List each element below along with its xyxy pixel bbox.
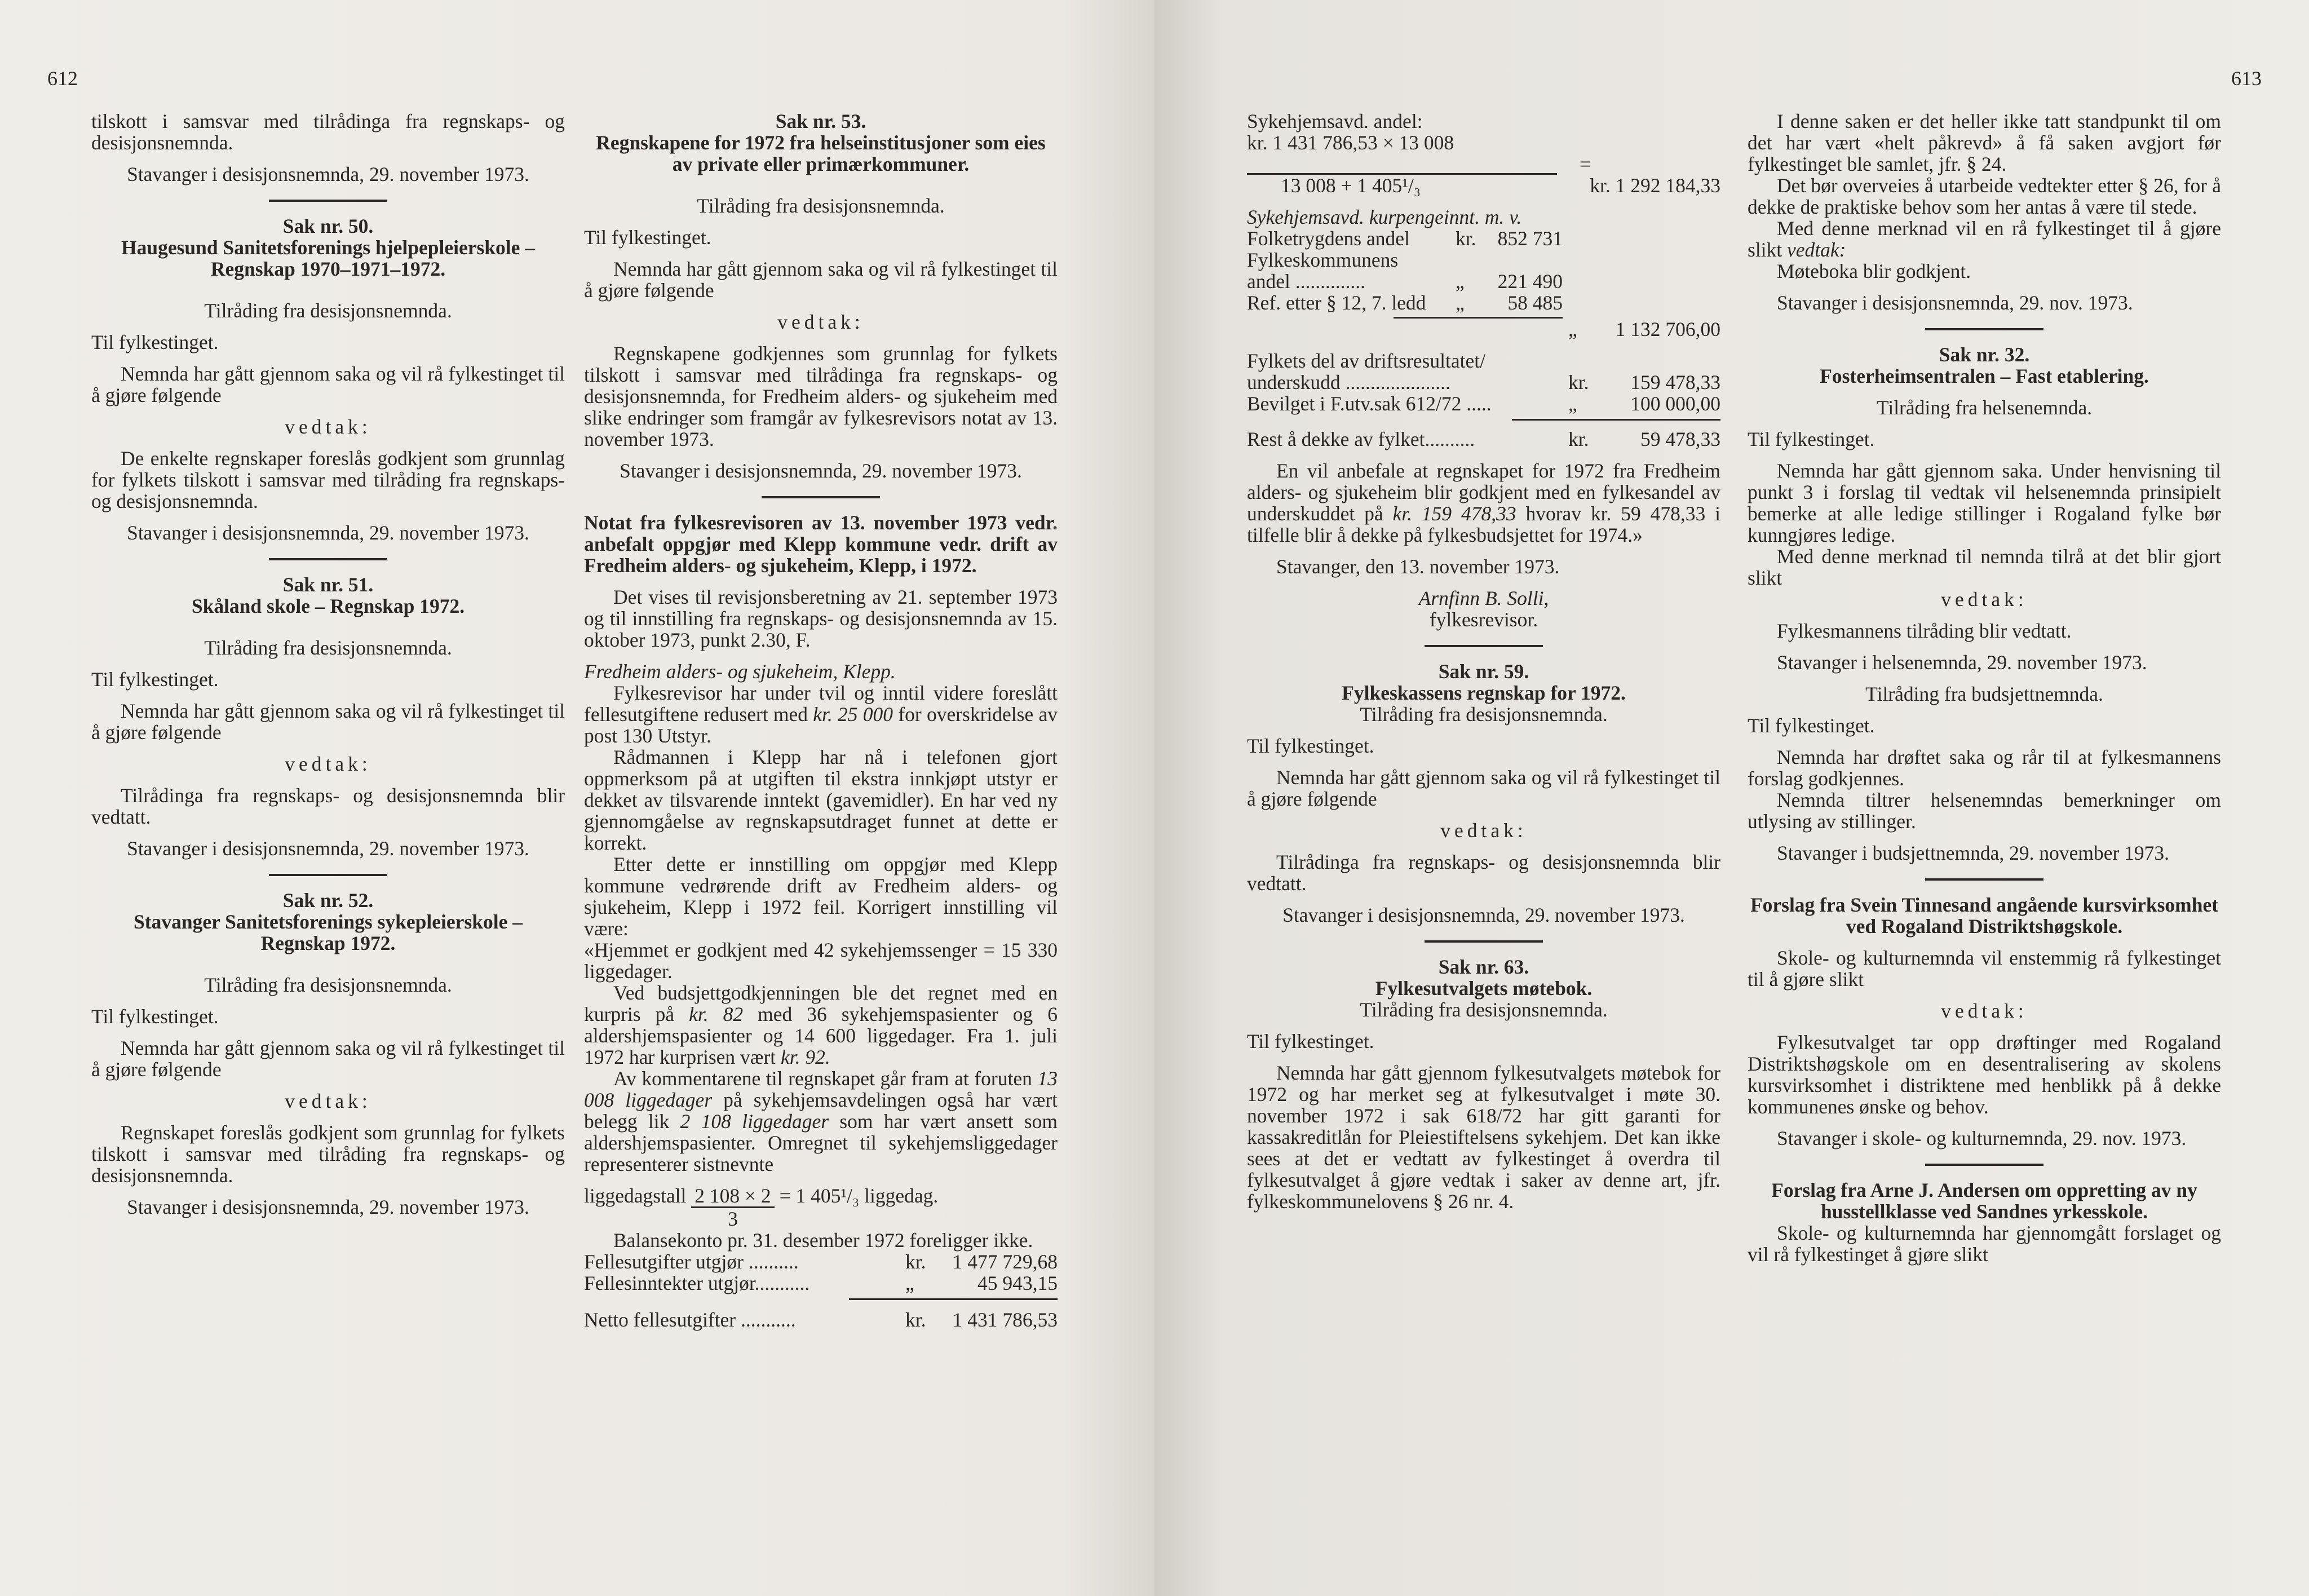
- decision-label: vedtak:: [1941, 588, 2028, 611]
- decision-text: Regnskapet foreslås godkjent som grunnlag for fylkets tilskott i samsvar med tilråding fra regnskaps- og desisjonsnemnda.: [91, 1121, 565, 1187]
- case-heading: Sak nr. 59.: [1438, 660, 1529, 683]
- divider: [269, 558, 387, 560]
- calc-fraction-bar: =: [1247, 153, 1720, 175]
- account-row: Ref. etter § 12, 7. ledd „ 58 485: [1247, 291, 1563, 314]
- memo-title: Notat fra fylkesrevisoren av 13. november 1973 vedr. anbefalt oppgjør med Klepp kommune vedr. drift av Fredheim alders- og sjukeheim, Klepp, i 1972.: [584, 511, 1058, 577]
- decision-label: vedtak:: [285, 1090, 371, 1112]
- decision-text: Fylkesutvalget tar opp drøftinger med Rogaland Distriktshøgskole om en desentralisering av skolens kursvirksomhet i distriktene med henblikk på å dekke kommunenes ønske og behov.: [1748, 1031, 2221, 1118]
- paragraph: Skole- og kulturnemnda har gjennomgått forslaget og vil rå fylkestinget å gjøre slikt: [1748, 1222, 2221, 1266]
- place-date: Stavanger, den 13. november 1973.: [1276, 555, 1560, 578]
- account-row: Bevilget i F.utv.sak 612/72 ..... „ 100 000,00: [1247, 392, 1720, 415]
- sum-line: [849, 1298, 1058, 1300]
- decision-label: vedtak:: [1440, 819, 1527, 842]
- calc-result: 13 008 + 1 405¹/₃ kr. 1 292 184,33: [1281, 174, 1720, 197]
- case-heading: Sak nr. 50.: [282, 215, 374, 237]
- case-heading: Sak nr. 63.: [1438, 956, 1529, 978]
- place-date: Stavanger i desisjonsnemnda, 29. november 1973.: [127, 1196, 529, 1218]
- paragraph: Ved budsjettgodkjenningen ble det regnet med en kurpris på kr. 82 med 36 sykehjemspasienter og 6 aldershjemspasienter og 14 600 liggedager. Fra 1. juli 1972 har kurprisen vært kr. 92.: [584, 982, 1058, 1068]
- right-column-2: [1748, 110, 2221, 1265]
- place-date: Stavanger i desisjonsnemnda, 29. november 1973.: [127, 163, 529, 185]
- fraction: $\frac{2 108 \times 2}{3}$: [691, 1185, 774, 1230]
- account-row: andel .............. „ 221 490: [1247, 270, 1563, 293]
- decision-label: vedtak:: [285, 753, 371, 775]
- decision-text: Møteboka blir godkjent.: [1777, 260, 1971, 282]
- recommendation-label: Tilråding fra desisjonsnemnda.: [697, 194, 945, 217]
- signature-title: fylkesrevisor.: [1429, 608, 1538, 631]
- case-title: Regnskapene for 1972 fra helseinstitusjoner som eies av private eller primærkommuner.: [596, 131, 1046, 175]
- case-title: Stavanger Sanitetsforenings sykepleierskole – Regnskap 1972.: [134, 910, 523, 954]
- paragraph: Skole- og kulturnemnda vil enstemmig rå fylkestinget til å gjøre slikt: [1748, 947, 2221, 991]
- divider: [269, 200, 387, 202]
- place-date: Stavanger i desisjonsnemnda, 29. november 1973.: [1282, 904, 1685, 926]
- divider: [1925, 328, 2043, 330]
- place-date: Stavanger i budsjettnemnda, 29. november 1973.: [1777, 842, 2170, 864]
- paragraph: Nemnda har gått gjennom fylkesutvalgets møtebok for 1972 og har merket seg at fylkesutvalget i møte 30. november 1972 i sak 618/72 har gitt garanti for kassakreditlån for Pleiestiftelsens sykehjem. Det kan ikke sees at det er vedtatt av fylkestinget å overdra til fylkesutvalget å gjøre vedtak i saker av denne art, jfr. fylkeskommunelovens § 26 nr. 4.: [1247, 1062, 1720, 1213]
- page-number: 613: [2231, 67, 2262, 90]
- account-row: Fellesutgifter utgjør .......... kr. 1 477 729,68: [584, 1250, 1058, 1273]
- account-row: underskudd ..................... kr. 159 478,33: [1247, 371, 1720, 394]
- place-date: Stavanger i desisjonsnemnda, 29. november 1973.: [127, 837, 529, 860]
- paragraph: I denne saken er det heller ikke tatt standpunkt til om det har vært «helt påkrevd» å få saken avgjort før fylkestinget ble samlet, jfr. § 24.: [1748, 110, 2221, 175]
- paragraph: Med denne merknad til nemnda tilrå at det blir gjort slikt: [1748, 545, 2221, 589]
- account-row: Fylkets del av driftsresultatet/: [1247, 350, 1485, 372]
- signature-name: Arnfinn B. Solli,: [1418, 587, 1549, 609]
- recommendation-label: Tilråding fra helsenemnda.: [1876, 396, 2093, 419]
- addressee: Til fylkestinget.: [91, 331, 219, 353]
- paragraph: Nemnda har drøftet saka og rår til at fylkesmannens forslag godkjennes.: [1748, 746, 2221, 790]
- paragraph: Av kommentarene til regnskapet går fram at foruten 13 008 liggedager på sykehjemsavdelingen også har vært belegg lik 2 108 liggedager som har vært ansett som aldershjemspasienter. Omregnet til sykehjemsliggedager representerer sistnevnte: [584, 1067, 1058, 1175]
- divider: [762, 496, 880, 498]
- addressee: Til fylkestinget.: [1748, 714, 1875, 737]
- case-title: Haugesund Sanitetsforenings hjelpepleierskole – Regnskap 1970–1971–1972.: [121, 236, 536, 280]
- paragraph: Etter dette er innstilling om oppgjør med Klepp kommune vedrørende drift av Fredheim alders- og sjukeheim, Klepp i 1972 feil. Korrigert innstilling vil være:: [584, 853, 1058, 940]
- account-row: Fylkeskommunens: [1247, 249, 1399, 271]
- paragraph: «Hjemmet er godkjent med 42 sykehjemssenger = 15 330 liggedager.: [584, 939, 1058, 983]
- left-column-2: [584, 110, 1058, 1330]
- page-number: 612: [47, 67, 78, 90]
- decision-text: Fylkesmannens tilråding blir vedtatt.: [1777, 620, 2072, 642]
- left-page: [0, 0, 1154, 1596]
- paragraph: Nemnda har gått gjennom saka og vil rå fylkestinget til å gjøre følgende: [91, 362, 565, 406]
- case-heading: Sak nr. 32.: [1939, 343, 2030, 366]
- decision-text: Regnskapene godkjennes som grunnlag for fylkets tilskott i samsvar med tilrådinga fra regnskaps- og desisjonsnemnda, for Fredheim alders- og sjukeheim med slike endringer som framgår av fylkesrevisors notat av 13. november 1973.: [584, 342, 1058, 450]
- addressee: Til fylkestinget.: [1748, 428, 1875, 450]
- left-column-1: [91, 110, 565, 1218]
- paragraph: Nemnda har gått gjennom saka og vil rå fylkestinget til å gjøre følgende: [1247, 766, 1720, 810]
- recommendation-label: Tilråding fra desisjonsnemnda.: [1360, 703, 1608, 726]
- paragraph: Med denne merknad vil en rå fylkestinget til å gjøre slikt vedtak:: [1748, 217, 2221, 261]
- paragraph: Rådmannen i Klepp har nå i telefonen gjort oppmerksom på at utgiften til ekstra innkjøpt utstyr er dekket av tilsvarende inntekt (gavemidler). En har ved ny gjennomgåelse av regnskapsutdraget funnet at dette er korrekt.: [584, 746, 1058, 854]
- divider: [1925, 1164, 2043, 1166]
- divider: [1925, 878, 2043, 881]
- memo-subheading: Fredheim alders- og sjukeheim, Klepp.: [584, 660, 896, 683]
- proposal-title: Forslag fra Svein Tinnesand angående kursvirksomhet ved Rogaland Distriktshøgskole.: [1750, 894, 2219, 938]
- decision-text: Tilrådinga fra regnskaps- og desisjonsnemnda blir vedtatt.: [1247, 851, 1720, 895]
- paragraph: Nemnda har gått gjennom saka og vil rå fylkestinget til å gjøre følgende: [91, 700, 565, 744]
- addressee: Til fylkestinget.: [584, 226, 711, 249]
- addressee: Til fylkestinget.: [1247, 735, 1374, 757]
- paragraph: En vil anbefale at regnskapet for 1972 fra Fredheim alders- og sjukeheim blir godkjent med en fylkesandel av underskuddet på kr. 159 478,33 hvorav kr. 59 478,33 i tilfelle blir å dekke på fylkesbudsjettet for 1974.»: [1247, 459, 1720, 546]
- divider: [1425, 645, 1543, 647]
- subheading: Sykehjemsavd. kurpengeinnt. m. v.: [1247, 206, 1522, 228]
- account-total: Rest å dekke av fylket.......... kr. 59 478,33: [1247, 428, 1720, 450]
- paragraph: Fylkesrevisor har under tvil og inntil videre foreslått fellesutgiftene redusert med kr. 25 000 for overskridelse av post 130 Utstyr.: [584, 682, 1058, 747]
- account-row: Folketrygdens andel kr. 852 731: [1247, 227, 1563, 250]
- case-title: Fylkeskassens regnskap for 1972.: [1342, 682, 1626, 704]
- recommendation-label: Tilråding fra desisjonsnemnda.: [204, 299, 452, 322]
- paragraph: Nemnda har gått gjennom saka og vil rå fylkestinget til å gjøre følgende: [584, 258, 1058, 302]
- case-heading: Sak nr. 53.: [775, 110, 866, 132]
- recommendation-label: Tilråding fra budsjettnemnda.: [1865, 683, 2103, 705]
- sum-line: [1512, 419, 1720, 421]
- place-date: Stavanger i desisjonsnemnda, 29. november 1973.: [620, 459, 1022, 482]
- paragraph: Nemnda har gått gjennom saka og vil rå fylkestinget til å gjøre følgende: [91, 1037, 565, 1081]
- place-date: Stavanger i helsenemnda, 29. november 1973.: [1777, 651, 2147, 674]
- decision-label: vedtak:: [1941, 1000, 2028, 1022]
- fraction-formula: liggedagstall $\frac{2 108 \times 2}{3}$ = 1 405¹/₃ liggedag.: [584, 1184, 939, 1230]
- calc-line: kr. 1 431 786,53 × 13 008: [1247, 131, 1454, 154]
- case-title: Fosterheimsentralen – Fast etablering.: [1820, 365, 2149, 387]
- account-sum: „ 1 132 706,00: [1568, 318, 1720, 341]
- paragraph: Det bør overveies å utarbeide vedtekter etter § 26, for å dekke de praktiske behov som her antas å være til stede.: [1748, 174, 2221, 218]
- place-date: Stavanger i desisjonsnemnda, 29. november 1973.: [127, 521, 529, 544]
- recommendation-label: Tilråding fra desisjonsnemnda.: [204, 974, 452, 996]
- proposal-title: Forslag fra Arne J. Andersen om oppretting av ny husstellklasse ved Sandnes yrkesskole.: [1771, 1179, 2197, 1223]
- case-title: Skåland skole – Regnskap 1972.: [191, 595, 465, 617]
- divider: [1425, 940, 1543, 943]
- decision-label: vedtak:: [777, 311, 864, 333]
- divider: [269, 874, 387, 876]
- decision-label: vedtak:: [285, 415, 371, 438]
- paragraph: Balansekonto pr. 31. desember 1972 foreligger ikke.: [613, 1229, 1033, 1252]
- recommendation-label: Tilråding fra desisjonsnemnda.: [204, 636, 452, 659]
- right-column-1: [1247, 110, 1720, 1212]
- recommendation-label: Tilråding fra desisjonsnemnda.: [1360, 998, 1608, 1021]
- addressee: Til fylkestinget.: [91, 668, 219, 691]
- case-title: Fylkesutvalgets møtebok.: [1375, 977, 1593, 1000]
- place-date: Stavanger i skole- og kulturnemnda, 29. nov. 1973.: [1777, 1127, 2187, 1150]
- place-date: Stavanger i desisjonsnemnda, 29. nov. 1973.: [1777, 291, 2133, 314]
- account-row: Fellesinntekter utgjør........... „ 45 943,15: [584, 1272, 1058, 1294]
- addressee: Til fylkestinget.: [1247, 1030, 1374, 1053]
- account-total: Netto fellesutgifter ........... kr. 1 431 786,53: [584, 1308, 1058, 1331]
- paragraph: tilskott i samsvar med tilrådinga fra regnskaps- og desisjonsnemnda.: [91, 110, 565, 154]
- paragraph: Nemnda tiltrer helsenemndas bemerkninger om utlysing av stillinger.: [1748, 789, 2221, 833]
- paragraph: Det vises til revisjonsberetning av 21. september 1973 og til innstilling fra regnskaps- og desisjonsnemnda av 15. oktober 1973, punkt 2.30, F.: [584, 586, 1058, 651]
- addressee: Til fylkestinget.: [91, 1005, 219, 1028]
- decision-text: De enkelte regnskaper foreslås godkjent som grunnlag for fylkets tilskott i samsvar med tilråding fra regnskaps- og desisjonsnemnda.: [91, 447, 565, 512]
- calc-line: Sykehjemsavd. andel:: [1247, 110, 1423, 132]
- decision-text: Tilrådinga fra regnskaps- og desisjonsnemnda blir vedtatt.: [91, 784, 565, 828]
- paragraph: Nemnda har gått gjennom saka. Under henvisning til punkt 3 i forslag til vedtak vil helsenemnda prinsipielt bemerke at alle ledige stillinger i Rogaland fylke bør kunngjøres ledige.: [1748, 459, 2221, 546]
- case-heading: Sak nr. 51.: [282, 573, 374, 596]
- case-heading: Sak nr. 52.: [282, 889, 374, 912]
